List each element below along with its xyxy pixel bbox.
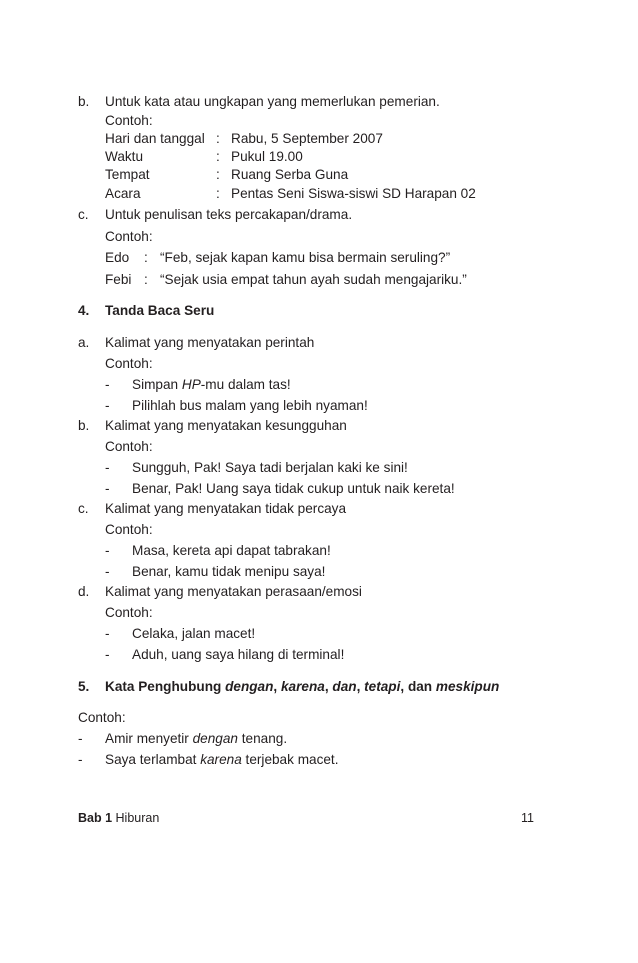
item-text: Kalimat yang menyatakan perasaan/emosi: [105, 584, 362, 599]
bullet-text: Benar, kamu tidak menipu saya!: [132, 564, 326, 579]
item-text: Kalimat yang menyatakan perintah: [105, 335, 315, 350]
row-value: Pukul 19.00: [231, 149, 303, 164]
item-marker: c.: [78, 501, 89, 516]
row-label: Waktu: [105, 149, 144, 164]
chapter-footer: Bab 1 Hiburan: [78, 811, 160, 825]
item-marker: a.: [78, 335, 90, 350]
dialog-speaker: Febi: [105, 272, 132, 287]
dialog-speaker: Edo: [105, 250, 130, 265]
example-label: Contoh:: [105, 113, 153, 128]
row-value: Rabu, 5 September 2007: [231, 131, 383, 146]
item-marker: c.: [78, 207, 89, 222]
item-text: Kalimat yang menyatakan kesungguhan: [105, 418, 347, 433]
row-separator: :: [216, 186, 220, 201]
bullet-text: Pilihlah bus malam yang lebih nyaman!: [132, 398, 368, 413]
bullet-dash: -: [105, 398, 110, 413]
example-label: Contoh:: [105, 356, 153, 371]
section-number: 4.: [78, 303, 90, 318]
bullet-dash: -: [105, 460, 110, 475]
example-label: Contoh:: [105, 522, 153, 537]
dialog-line: “Sejak usia empat tahun ayah sudah mengajariku.”: [160, 272, 467, 287]
row-separator: :: [216, 167, 220, 182]
section-number: 5.: [78, 679, 90, 694]
example-label: Contoh:: [78, 710, 126, 725]
bullet-dash: -: [105, 626, 110, 641]
bullet-dash: -: [105, 647, 110, 662]
row-value: Pentas Seni Siswa-siswi SD Harapan 02: [231, 186, 476, 201]
row-label: Acara: [105, 186, 141, 201]
bullet-text: Amir menyetir dengan tenang.: [105, 731, 288, 746]
row-separator: :: [216, 131, 220, 146]
example-label: Contoh:: [105, 439, 153, 454]
bullet-text: Aduh, uang saya hilang di terminal!: [132, 647, 345, 662]
section-title: Kata Penghubung dengan, karena, dan, tetapi, dan meskipun: [105, 679, 500, 694]
row-separator: :: [216, 149, 220, 164]
bullet-text: Sungguh, Pak! Saya tadi berjalan kaki ke sini!: [132, 460, 408, 475]
bullet-dash: -: [105, 564, 110, 579]
item-marker: b.: [78, 418, 90, 433]
dialog-line: “Feb, sejak kapan kamu bisa bermain seruling?”: [160, 250, 451, 265]
row-label: Tempat: [105, 167, 150, 182]
item-text: Untuk kata atau ungkapan yang memerlukan pemerian.: [105, 94, 440, 109]
bullet-text: Benar, Pak! Uang saya tidak cukup untuk naik kereta!: [132, 481, 455, 496]
section-title: Tanda Baca Seru: [105, 303, 215, 318]
bullet-text: Celaka, jalan macet!: [132, 626, 256, 641]
bullet-text: Simpan HP-mu dalam tas!: [132, 377, 291, 392]
example-label: Contoh:: [105, 605, 153, 620]
bullet-dash: -: [78, 731, 83, 746]
row-label: Hari dan tanggal: [105, 131, 205, 146]
bullet-dash: -: [105, 377, 110, 392]
item-marker: d.: [78, 584, 90, 599]
bullet-dash: -: [105, 543, 110, 558]
page-number: 11: [521, 811, 534, 825]
row-value: Ruang Serba Guna: [231, 167, 349, 182]
dialog-separator: :: [144, 250, 148, 265]
bullet-dash: -: [78, 752, 83, 767]
dialog-separator: :: [144, 272, 148, 287]
example-label: Contoh:: [105, 229, 153, 244]
bullet-dash: -: [105, 481, 110, 496]
bullet-text: Saya terlambat karena terjebak macet.: [105, 752, 339, 767]
bullet-text: Masa, kereta api dapat tabrakan!: [132, 543, 331, 558]
item-text: Kalimat yang menyatakan tidak percaya: [105, 501, 347, 516]
item-text: Untuk penulisan teks percakapan/drama.: [105, 207, 353, 222]
item-marker: b.: [78, 94, 90, 109]
